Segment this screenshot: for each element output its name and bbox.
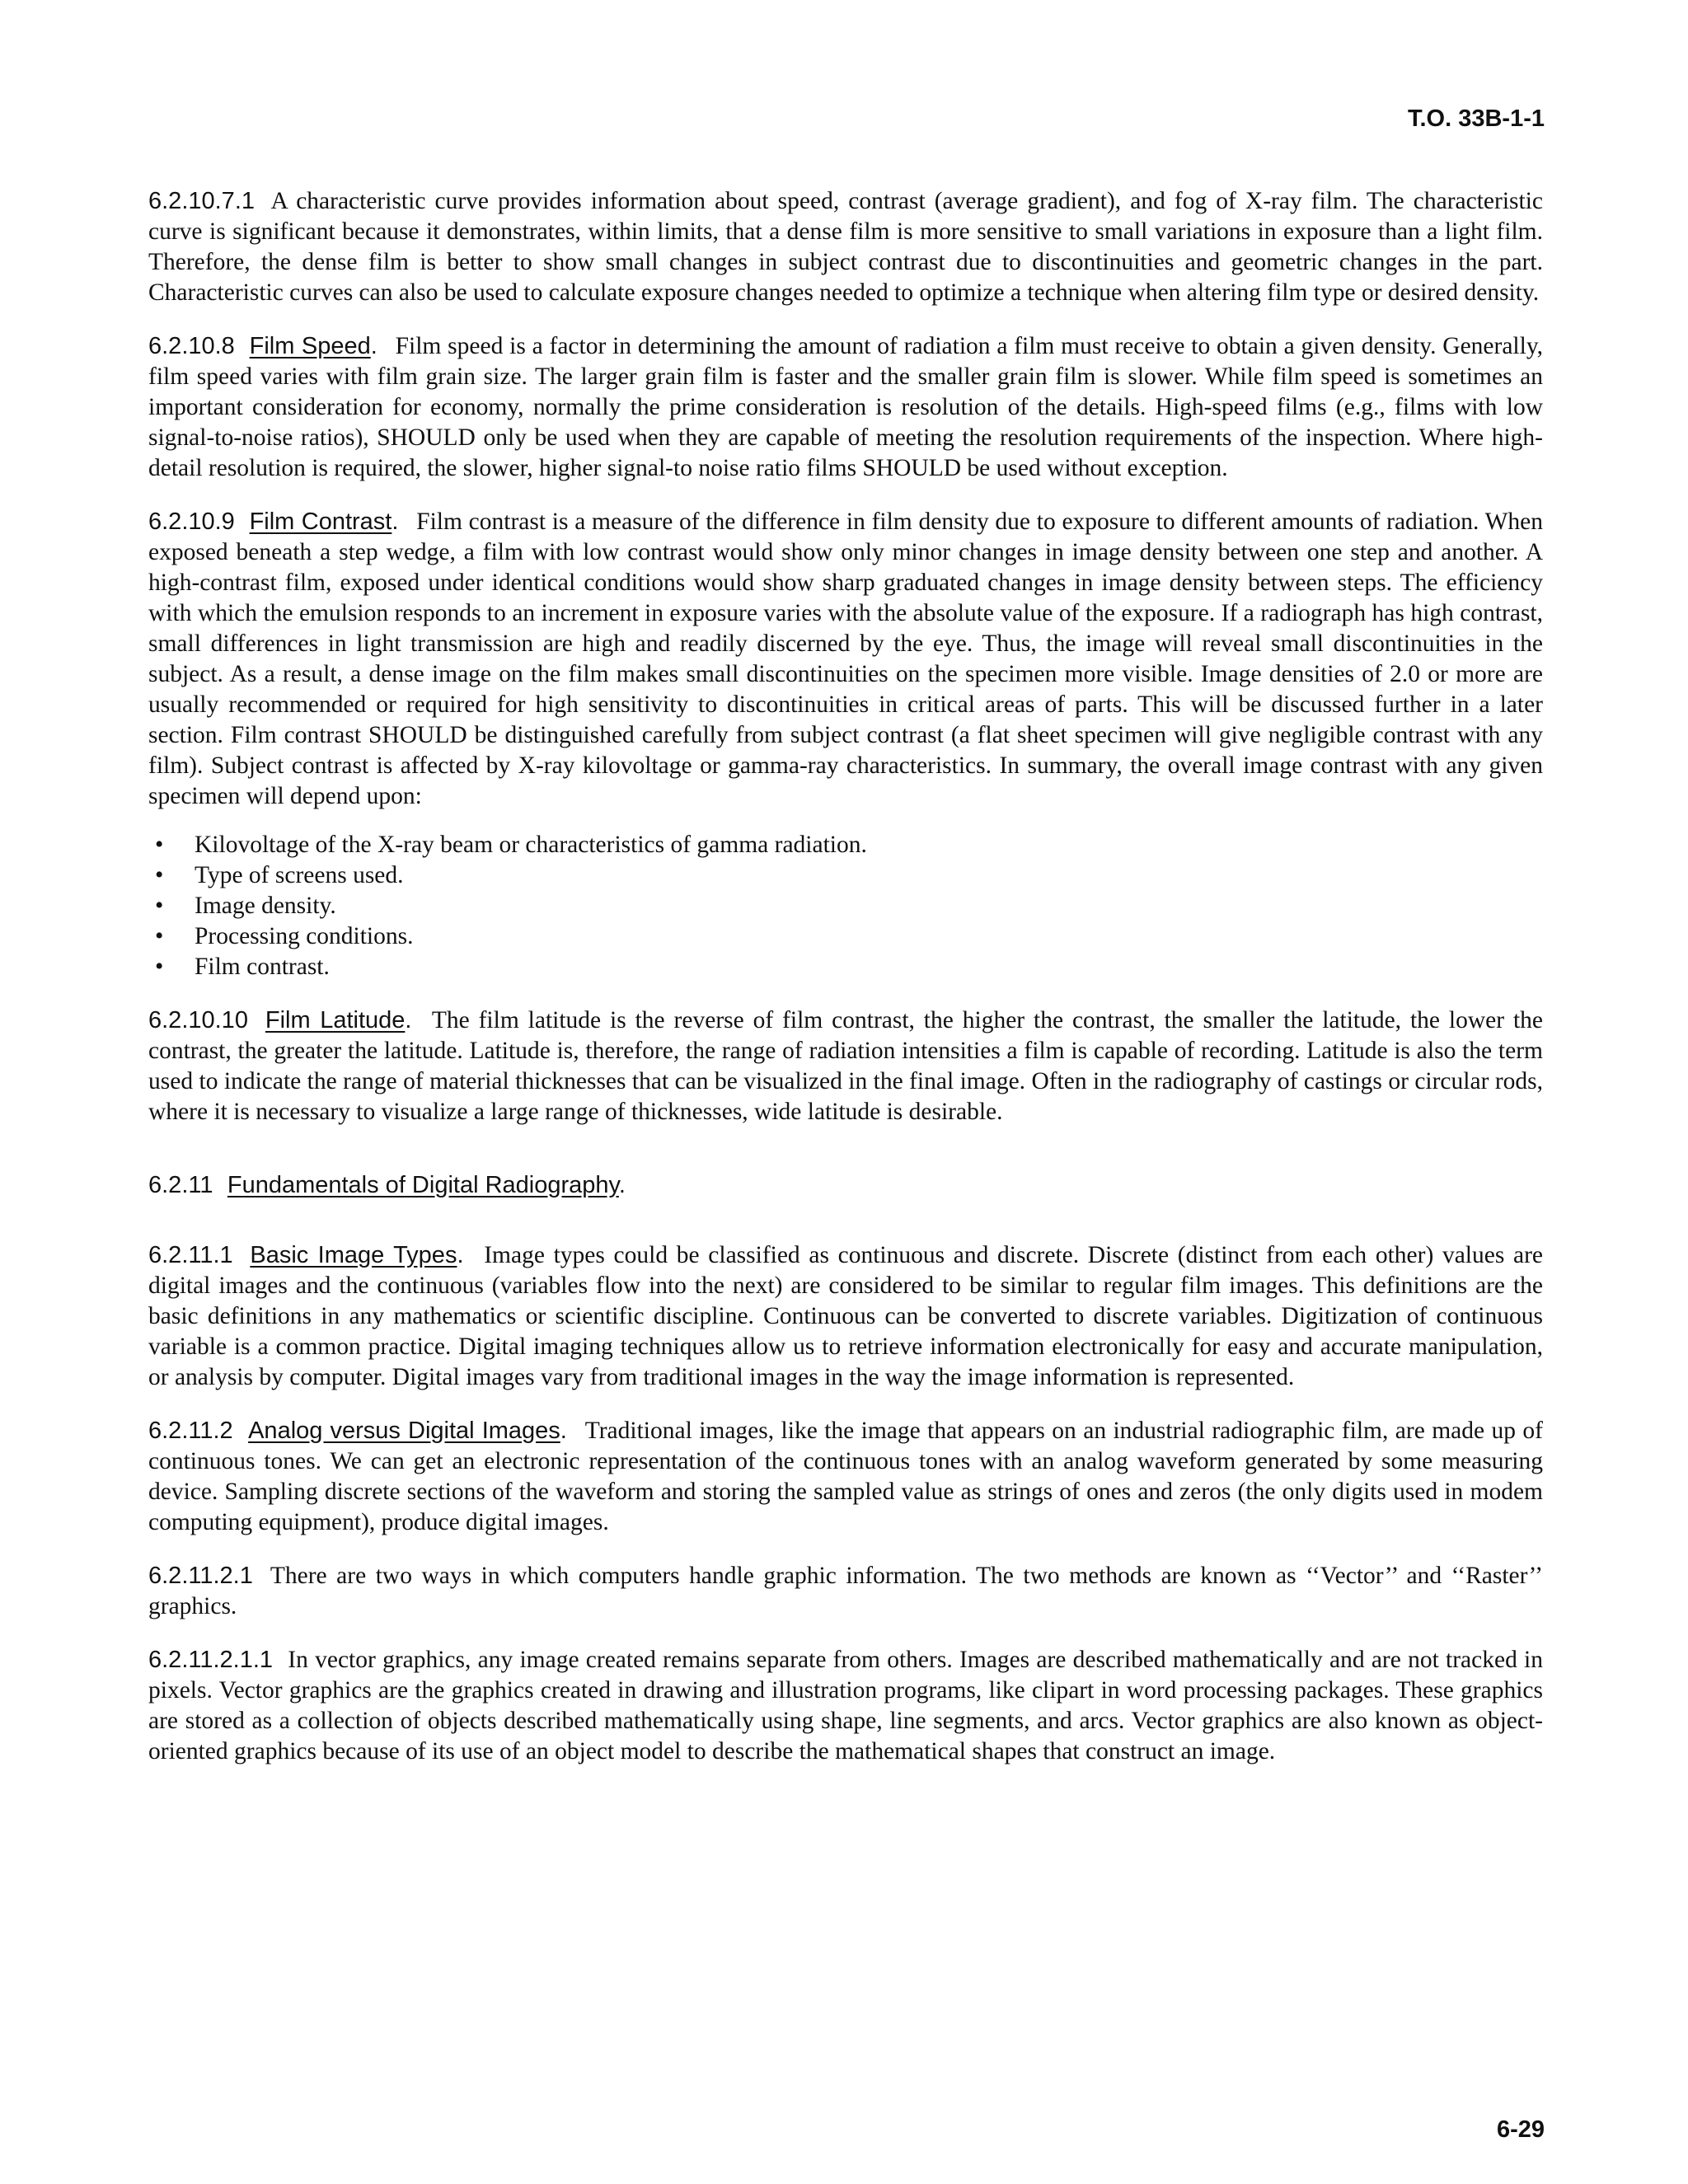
paragraph-6-2-10-9: 6.2.10.9 Film Contrast. Film contrast is a measure of the difference in film density due to exposure to different amounts of radiation. When exposed beneath a step wedge, a film with low contrast would show only minor changes in image density between one step and another. A high-contrast film, exposed under identical conditions would show sharp graduated changes in image density between steps. The efficiency with which the emulsion responds to an increment in exposure varies with the absolute value of the exposure. If a radiograph has high contrast, small differences in light transmission are high and readily discerned by the eye. Thus, the image will reveal small discontinuities in the subject. As a result, a dense image on the film makes small discontinuities on the specimen more visible. Image densities of 2.0 or more are usually recommended or required for high sensitivity to discontinuities in critical areas of parts. This will be discussed further in a later section. Film contrast SHOULD be distinguished carefully from subject contrast (a flat sheet specimen will give negligible contrast with any film). Subject contrast is affected by X-ray kilovoltage or gamma-ray characteristics. In summary, the overall image contrast with any given specimen will depend upon: [148, 509, 1544, 809]
section-heading-6-2-11: 6.2.11 Fundamentals of Digital Radiography. [148, 1172, 626, 1198]
page-content [148, 186, 1543, 1790]
paragraph-title: Film Speed [249, 333, 371, 359]
list-item: • Film contrast. [155, 954, 330, 980]
paragraph-number: 6.2.11.1 [148, 1242, 233, 1268]
contrast-factors-list [148, 830, 1543, 982]
paragraph-title: Film Contrast [249, 509, 392, 535]
paragraph-6-2-11-2-1-1 [148, 1645, 1543, 1767]
paragraph-6-2-11-2: 6.2.11.2 Analog versus Digital Images. Traditional images, like the image that appears on an industrial radiographic film, are made up of continuous tones. We can get an electronic representation of the continuous tones with an analog waveform generated by some measuring device. Sampling discrete sections of the waveform and storing the sampled value as strings of ones and zeros (the only digits used in modem computing equipment), produce digital images. [148, 1418, 1543, 1535]
paragraph-text: Image types could be classified as continuous and discrete. Discrete (distinct from each other) values are digital images and the continuous (variables flow into the next) are considered to be similar to regular film images. This definitions are the basic definitions in any mathematics or scientific discipline. Continuous can be converted to discrete variables. Digitization of continuous variable is a common practice. Digital imaging techniques allow us to retrieve information electronically for easy and accurate manipulation, or analysis by computer. Digital images vary from traditional images in the way the image information is represented. [148, 1242, 1544, 1390]
paragraph-title: Basic Image Types [250, 1242, 457, 1268]
paragraph-number: 6.2.11.2 [148, 1418, 233, 1444]
paragraph-text: Film speed is a factor in determining the amount of radiation a film must receive to obtain a given density. Generally, film speed varies with film grain size. The larger grain film is faster and the smaller grain film is slower. While film speed is sometimes an important consideration for economy, normally the prime consideration is resolution of the details. High-speed films (e.g., films with low signal-to-noise ratios), SHOULD only be used when they are capable of meeting the resolution requirements of the inspection. Where high-detail resolution is required, the slower, higher signal-to noise ratio films SHOULD be used without exception. [148, 333, 1544, 481]
paragraph-text: Traditional images, like the image that appears on an industrial radiographic film, are made up of continuous tones. We can get an electronic representation of the continuous tones with an analog waveform generated by some measuring device. Sampling discrete sections of the waveform and storing the sampled value as strings of ones and zeros (the only digits used in modem computing equipment), produce digital images. [148, 1418, 1543, 1535]
list-item: • Image density. [155, 893, 336, 919]
list-item: • Type of screens used. [155, 862, 404, 888]
paragraph-title: Analog versus Digital Images [248, 1418, 560, 1444]
paragraph-title: Film Latitude [265, 1007, 406, 1033]
paragraph-number: 6.2.11.2.1.1 [148, 1647, 274, 1673]
paragraph-6-2-10-10: 6.2.10.10 Film Latitude. The film latitude is the reverse of film contrast, the higher the contrast, the smaller the latitude, the lower the contrast, the greater the latitude. Latitude is, therefore, the range of radiation intensities a film is capable of recording. Latitude is also the term used to indicate the range of material thicknesses that can be visualized in the final image. Often in the radiography of castings or circular rods, where it is necessary to visualize a large range of thicknesses, wide latitude is desirable. [148, 1007, 1544, 1125]
paragraph-6-2-10-7-1 [148, 186, 1543, 308]
paragraph-6-2-11-2-1 [148, 1561, 1543, 1622]
paragraph-text: A characteristic curve provides information about speed, contrast (average gradient), and fog of X-ray film. The characteristic curve is significant because it demonstrates, within limits, that a dense film is more sensitive to small variations in exposure than a light film. Therefore, the dense film is better to show small changes in subject contrast due to discontinuities and geometric changes in the part. Characteristic curves can also be used to calculate exposure changes needed to optimize a technique when altering film type or desired density. [148, 188, 1544, 306]
paragraph-6-2-11-1: 6.2.11.1 Basic Image Types. Image types could be classified as continuous and discrete. Discrete (distinct from each other) values are digital images and the continuous (variables flow into the next) are considered to be similar to regular film images. This definitions are the basic definitions in any mathematics or scientific discipline. Continuous can be converted to discrete variables. Digitization of continuous variable is a common practice. Digital imaging techniques allow us to retrieve information electronically for easy and accurate manipulation, or analysis by computer. Digital images vary from traditional images in the way the image information is represented. [148, 1242, 1544, 1390]
paragraph-number: 6.2.10.9 [148, 509, 235, 535]
document-id-header: T.O. 33B-1-1 [1408, 105, 1545, 132]
list-item: • Kilovoltage of the X-ray beam or characteristics of gamma radiation. [155, 832, 867, 858]
paragraph-number: 6.2.10.10 [148, 1007, 248, 1033]
paragraph-6-2-10-8: 6.2.10.8 Film Speed. Film speed is a factor in determining the amount of radiation a film must receive to obtain a given density. Generally, film speed varies with film grain size. The larger grain film is faster and the smaller grain film is slower. While film speed is sometimes an important consideration for economy, normally the prime consideration is resolution of the details. High-speed films (e.g., films with low signal-to-noise ratios), SHOULD only be used when they are capable of meeting the resolution requirements of the inspection. Where high-detail resolution is required, the slower, higher signal-to noise ratio films SHOULD be used without exception. [148, 333, 1544, 481]
paragraph-text: In vector graphics, any image created remains separate from others. Images are described mathematically and are not tracked in pixels. Vector graphics are the graphics created in drawing and illustration programs, like clipart in word processing packages. These graphics are stored as a collection of objects described mathematically using shape, line segments, and arcs. Vector graphics are also known as object-oriented graphics because of its use of an object model to describe the mathematical shapes that construct an image. [148, 1647, 1544, 1765]
paragraph-number: 6.2.11.2.1 [148, 1563, 253, 1589]
section-title: Fundamentals of Digital Radiography [227, 1172, 619, 1198]
paragraph-text: Film contrast is a measure of the difference in film density due to exposure to different amounts of radiation. When exposed beneath a step wedge, a film with low contrast would show only minor changes in image density between one step and another. A high-contrast film, exposed under identical conditions would show sharp graduated changes in image density between steps. The efficiency with which the emulsion responds to an increment in exposure varies with the absolute value of the exposure. If a radiograph has high contrast, small differences in light transmission are high and readily discerned by the eye. Thus, the image will reveal small discontinuities in the subject. As a result, a dense image on the film makes small discontinuities on the specimen more visible. Image densities of 2.0 or more are usually recommended or required for high sensitivity to discontinuities in critical areas of parts. This will be discussed further in a later section. Film contrast SHOULD be distinguished carefully from subject contrast (a flat sheet specimen will give negligible contrast with any film). Subject contrast is affected by X-ray kilovoltage or gamma-ray characteristics. In summary, the overall image contrast with any given specimen will depend upon: [148, 509, 1544, 809]
paragraph-text: There are two ways in which computers handle graphic information. The two methods are known as ‘‘Vector’’ and ‘‘Raster’’ graphics. [148, 1563, 1543, 1619]
section-number: 6.2.11 [148, 1172, 213, 1198]
paragraph-text: The film latitude is the reverse of film contrast, the higher the contrast, the smaller the latitude, the lower the contrast, the greater the latitude. Latitude is, therefore, the range of radiation intensities a film is capable of recording. Latitude is also the term used to indicate the range of material thicknesses that can be visualized in the final image. Often in the radiography of castings or circular rods, where it is necessary to visualize a large range of thicknesses, wide latitude is desirable. [148, 1007, 1544, 1125]
paragraph-number: 6.2.10.8 [148, 333, 235, 359]
page-number-footer: 6-29 [1496, 2116, 1545, 2143]
list-item: • Processing conditions. [155, 923, 414, 949]
paragraph-number: 6.2.10.7.1 [148, 188, 255, 214]
